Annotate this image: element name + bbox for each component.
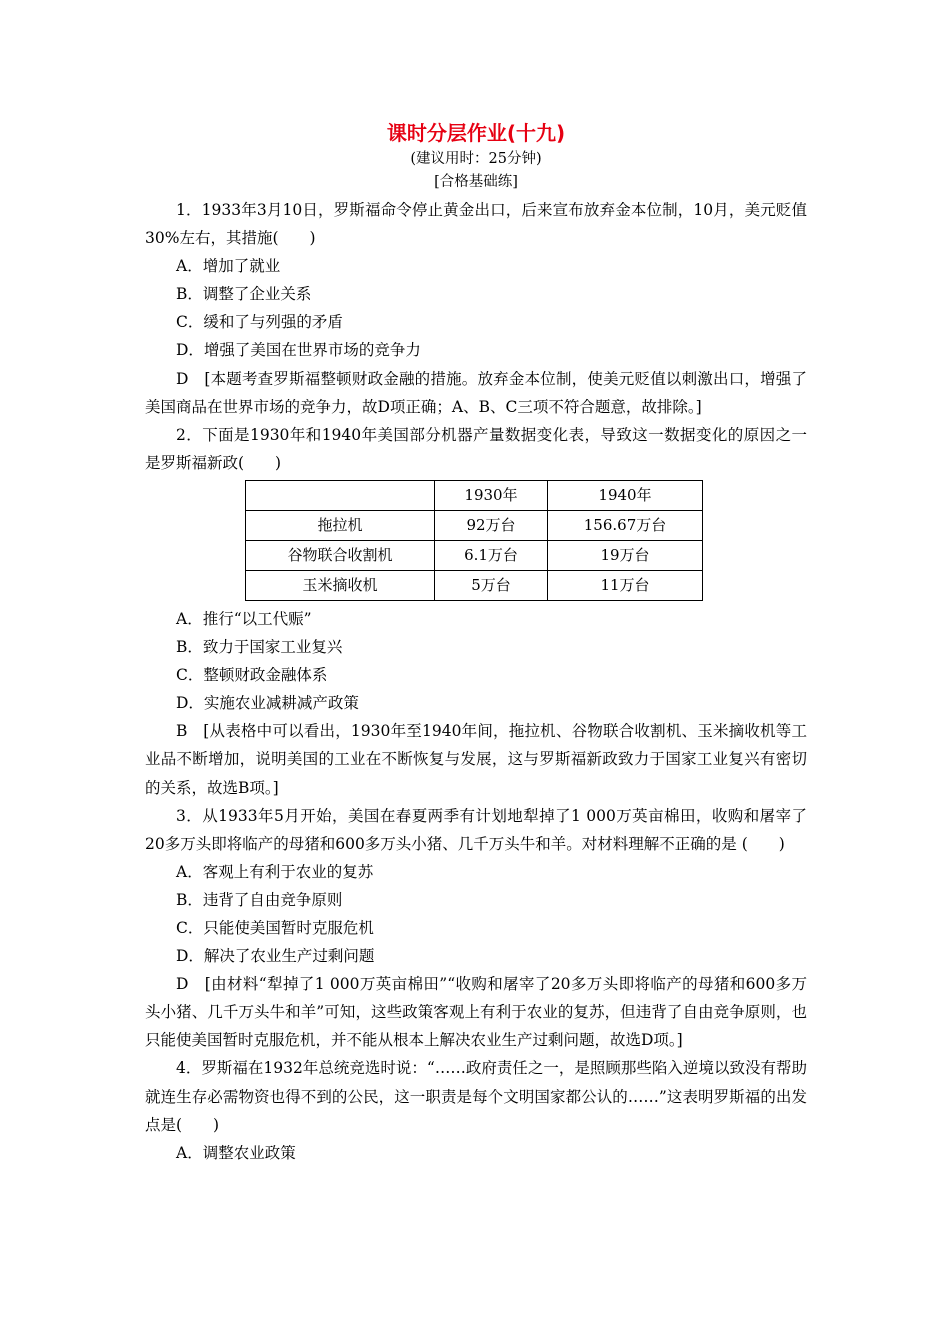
table-row: [246, 570, 703, 600]
table-header-cell: [246, 480, 435, 510]
option-d: D．实施农业减耕减产政策: [176, 694, 359, 713]
machine-output-table: [245, 480, 703, 601]
question-1: [145, 196, 807, 421]
table-cell: 玉米摘收机: [246, 570, 435, 600]
question-3: [145, 802, 807, 1055]
answer-explanation: B [从表格中可以看出，1930年至1940年间，拖拉机、谷物联合收割机、玉米摘收机等工业品不断增加，说明美国的工业在不断恢复与发展，这与罗斯福新政致力于国家工业复兴有密切的关系，故选B项。]: [145, 722, 807, 797]
table-header-cell: 1930年: [435, 480, 548, 510]
option-c: C．缓和了与列强的矛盾: [176, 313, 343, 332]
question-stem: 3．从1933年5月开始，美国在春夏两季有计划地犁掉了1 000万英亩棉田，收购和屠宰了20多万头即将临产的母猪和600多万头小猪、几千万头牛和羊。对材料理解不正确的是 ( ): [145, 806, 807, 853]
option-b: B．违背了自由竞争原则: [176, 890, 343, 909]
question-stem: 4．罗斯福在1932年总统竞选时说：“……政府责任之一，是照顾那些陷入逆境以致没有帮助就连生存必需物资也得不到的公民，这一职责是每个文明国家都公认的……”这表明罗斯福的出发点是( ): [145, 1059, 807, 1134]
option-d: D．增强了美国在世界市场的竞争力: [176, 341, 421, 360]
table-cell: 92万台: [435, 510, 548, 540]
table-cell: 156.67万台: [548, 510, 703, 540]
option-c: C．整顿财政金融体系: [176, 666, 328, 685]
question-4: [145, 1054, 807, 1166]
table-cell: 5万台: [435, 570, 548, 600]
question-2: [145, 421, 807, 802]
option-d: D．解决了农业生产过剩问题: [176, 947, 375, 966]
answer-explanation: D [由材料“犁掉了1 000万英亩棉田”“收购和屠宰了20多万头即将临产的母猪和600多万头小猪、几千万头牛和羊”可知，这些政策客观上有利于农业的复苏，但违背了自由竞争原则，也只能使美国暂时克服危机，并不能从根本上解决农业生产过剩问题，故选D项。]: [145, 975, 807, 1050]
option-b: B．调整了企业关系: [176, 285, 312, 304]
table-header-cell: 1940年: [548, 480, 703, 510]
option-a: A．推行“以工代赈”: [176, 609, 312, 628]
table-cell: 谷物联合收割机: [246, 540, 435, 570]
document-page: [145, 118, 807, 1167]
option-a: A．调整农业政策: [176, 1143, 296, 1162]
option-a: A．增加了就业: [176, 257, 281, 276]
page-title: 课时分层作业(十九): [386, 121, 566, 145]
time-note: (建议用时：25分钟): [410, 151, 542, 167]
table-cell: 6.1万台: [435, 540, 548, 570]
section-heading: [合格基础练]: [434, 174, 518, 190]
question-stem: 1．1933年3月10日，罗斯福命令停止黄金出口，后来宣布放弃金本位制，10月，美元贬值30%左右，其措施( ): [145, 201, 807, 248]
table-row: [246, 510, 703, 540]
question-stem: 2．下面是1930年和1940年美国部分机器产量数据变化表，导致这一数据变化的原因之一是罗斯福新政( ): [145, 425, 807, 472]
table-cell: 11万台: [548, 570, 703, 600]
table-header-row: [246, 480, 703, 510]
table-cell: 拖拉机: [246, 510, 435, 540]
option-c: C．只能使美国暂时克服危机: [176, 918, 374, 937]
option-b: B．致力于国家工业复兴: [176, 638, 343, 657]
option-a: A．客观上有利于农业的复苏: [176, 862, 374, 881]
table-cell: 19万台: [548, 540, 703, 570]
answer-explanation: D [本题考查罗斯福整顿财政金融的措施。放弃金本位制，使美元贬值以刺激出口，增强了美国商品在世界市场的竞争力，故D项正确；A、B、C三项不符合题意，故排除。]: [145, 369, 807, 416]
table-row: [246, 540, 703, 570]
